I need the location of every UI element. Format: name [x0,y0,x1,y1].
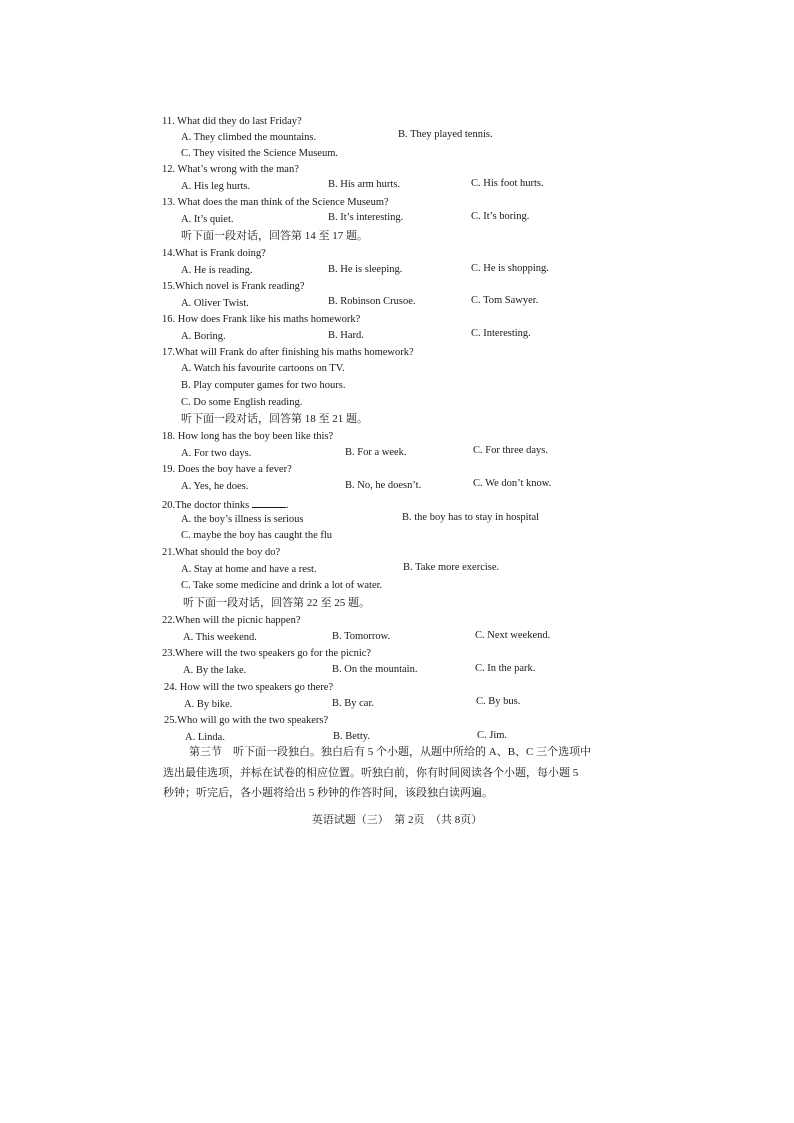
question-16-option-a: A. Boring. [181,331,226,342]
question-23-option-c: C. In the park. [475,663,536,674]
question-21-option-a: A. Stay at home and have a rest. [181,564,317,575]
question-11-option-a: A. They climbed the mountains. [181,132,317,143]
question-17-option-b: B. Play computer games for two hours. [181,380,346,391]
question-16-option-b: B. Hard. [328,330,364,341]
question-17-option-a: A. Watch his favourite cartoons on TV. [181,363,345,374]
question-17-stem: 17.What will Frank do after finishing his maths homework? [162,347,414,358]
question-20-stem-end: . [285,500,289,511]
question-22-option-a: A. This weekend. [183,632,257,643]
question-14-option-c: C. He is shopping. [471,263,549,274]
question-24-stem: 24. How will the two speakers go there? [164,682,334,693]
question-20-option-b: B. the boy has to stay in hospital [402,512,540,523]
question-15-option-a: A. Oliver Twist. [181,298,249,309]
question-21-option-b: B. Take more exercise. [403,562,500,573]
question-12-stem: 12. What’s wrong with the man? [162,164,299,175]
question-20-option-c: C. maybe the boy has caught the flu [181,530,333,541]
question-19-option-a: A. Yes, he does. [181,481,249,492]
page-footer: 英语试题（三） 第 2页 （共 8页） [311,814,483,826]
question-18-option-a: A. For two days. [181,448,252,459]
question-23-option-a: A. By the lake. [183,665,247,676]
question-12-option-a: A. His leg hurts. [181,181,251,192]
question-14-option-b: B. He is sleeping. [328,264,403,275]
question-16-stem: 16. How does Frank like his maths homework? [162,314,361,325]
question-14-stem: 14.What is Frank doing? [162,248,266,259]
question-13-option-a: A. It’s quiet. [181,214,234,225]
question-12-option-c: C. His foot hurts. [471,178,544,189]
section3-line-1: 第三节 听下面一段独白。独白后有 5 个小题，从题中所给的 A、B、C 三个选项中 [189,746,592,758]
question-13-option-b: B. It’s interesting. [328,212,404,223]
question-15-option-c: C. Tom Sawyer. [471,295,539,306]
question-11-option-b: B. They played tennis. [398,129,493,140]
instruction-18-21: 听下面一段对话，回答第 18 至 21 题。 [181,413,368,425]
question-20-stem [162,497,288,513]
question-11-option-c: C. They visited the Science Museum. [181,148,338,159]
question-11-stem: 11. What did they do last Friday? [162,116,302,127]
question-18-option-b: B. For a week. [345,447,407,458]
question-18-option-c: C. For three days. [473,445,548,456]
question-22-option-b: B. Tomorrow. [332,631,391,642]
answer-blank [252,497,286,508]
question-20-option-a: A. the boy’s illness is serious [181,514,304,525]
question-24-option-b: B. By car. [332,698,374,709]
question-21-option-c: C. Take some medicine and drink a lot of water. [181,580,383,591]
question-17-option-c: C. Do some English reading. [181,397,303,408]
instruction-22-25: 听下面一段对话，回答第 22 至 25 题。 [183,597,370,609]
question-25-stem: 25.Who will go with the two speakers? [164,715,329,726]
question-24-option-c: C. By bus. [476,696,521,707]
question-22-stem: 22.When will the picnic happen? [162,615,301,626]
question-16-option-c: C. Interesting. [471,328,531,339]
question-14-option-a: A. He is reading. [181,265,253,276]
question-25-option-b: B. Betty. [333,731,370,742]
question-15-option-b: B. Robinson Crusoe. [328,296,416,307]
question-15-stem: 15.Which novel is Frank reading? [162,281,305,292]
question-21-stem: 21.What should the boy do? [162,547,281,558]
section3-line-2: 选出最佳选项，并标在试卷的相应位置。听独白前，你有时间阅读各个小题，每小题 5 [163,767,579,779]
question-20-stem-text: 20.The doctor thinks [162,500,250,511]
question-18-stem: 18. How long has the boy been like this? [162,431,334,442]
question-19-option-c: C. We don’t know. [473,478,552,489]
question-25-option-a: A. Linda. [185,732,225,743]
question-23-option-b: B. On the mountain. [332,664,418,675]
instruction-14-17: 听下面一段对话，回答第 14 至 17 题。 [181,230,368,242]
question-13-option-c: C. It’s boring. [471,211,530,222]
question-25-option-c: C. Jim. [477,730,508,741]
question-13-stem: 13. What does the man think of the Science Museum? [162,197,389,208]
section3-line-3: 秒钟；听完后，各小题将给出 5 秒钟的作答时间，该段独白读两遍。 [163,787,493,799]
question-22-option-c: C. Next weekend. [475,630,551,641]
question-19-stem: 19. Does the boy have a fever? [162,464,292,475]
question-12-option-b: B. His arm hurts. [328,179,401,190]
question-23-stem: 23.Where will the two speakers go for the picnic? [162,648,372,659]
question-19-option-b: B. No, he doesn’t. [345,480,422,491]
question-24-option-a: A. By bike. [184,699,233,710]
